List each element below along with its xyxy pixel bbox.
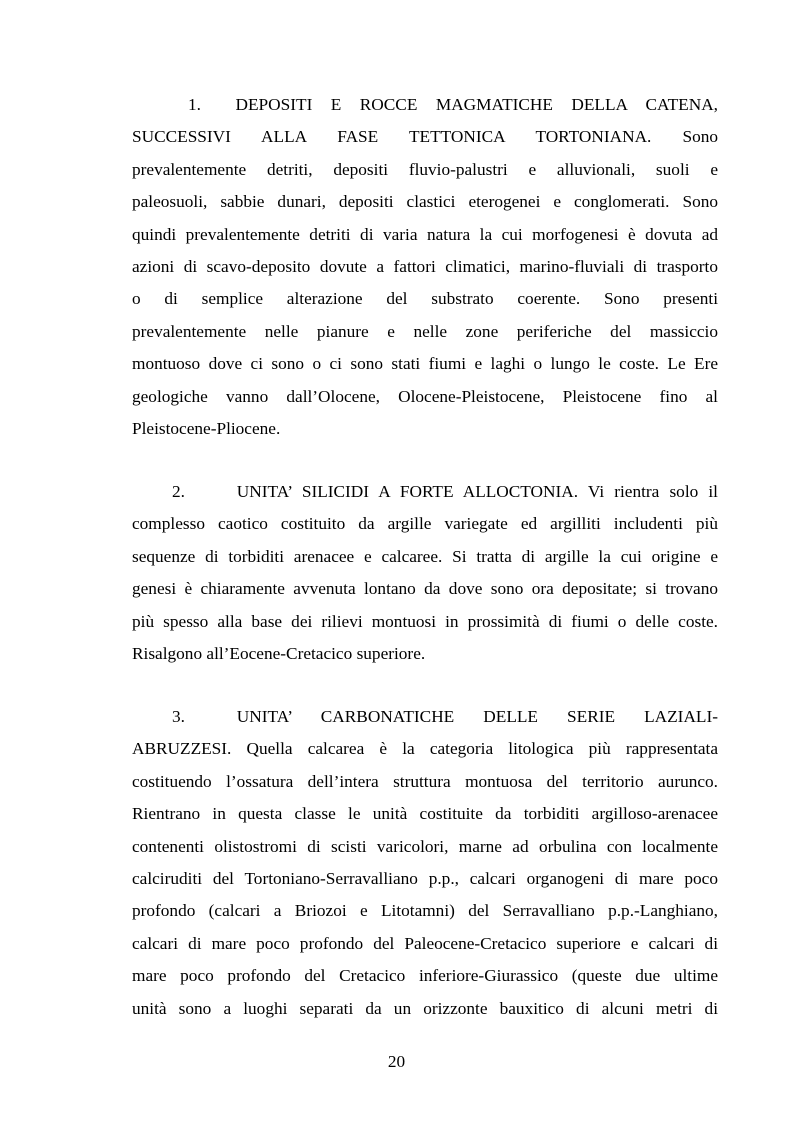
paragraph-line: prevalentemente nelle pianure e nelle zone periferiche del massiccio [132,321,718,341]
paragraph-depositi [132,89,718,445]
paragraph-line: prevalentemente detriti, depositi fluvio-palustri e alluvionali, suoli e [132,159,718,179]
paragraph-line: calciruditi del Tortoniano-Serravalliano p.p., calcari organogeni di mare poco [132,868,718,888]
paragraph-unita-silicidi [132,476,718,670]
paragraph-line: sequenze di torbiditi arenacee e calcaree. Si tratta di argille la cui origine e [132,546,718,566]
paragraph-line: paleosuoli, sabbie dunari, depositi clastici eterogenei e conglomerati. Sono [132,192,718,212]
paragraph-line: 3. UNITA’ CARBONATICHE DELLE SERIE LAZIALI- [172,707,718,726]
paragraph-line: 2. UNITA’ SILICIDI A FORTE ALLOCTONIA. Vi rientra solo il [172,482,718,501]
paragraph-unita-carbonatiche [132,701,718,1025]
paragraph-line: mare poco profondo del Cretacico inferiore-Giurassico (queste due ultime [132,966,718,986]
paragraph-line: genesi è chiaramente avvenuta lontano da dove sono ora depositate; si trovano [132,579,718,599]
paragraph-line: geologiche vanno dall’Olocene, Olocene-Pleistocene, Pleistocene fino al [132,386,718,406]
paragraph-line: calcari di mare poco profondo del Paleocene-Cretacico superiore e calcari di [132,933,718,953]
paragraph-line: complesso caotico costituito da argille variegate ed argilliti includenti più [132,514,718,534]
paragraph-line: costituendo l’ossatura dell’intera struttura montuosa del territorio aurunco. [132,771,718,791]
page-number: 20 [387,1052,406,1071]
paragraph-line: Risalgono all’Eocene-Cretacico superiore. [132,643,426,663]
paragraph-line: SUCCESSIVI ALLA FASE TETTONICA TORTONIANA. Sono [132,127,718,147]
paragraph-line: profondo (calcari a Briozoi e Litotamni) del Serravalliano p.p.-Langhiano, [132,901,718,921]
paragraph-line: unità sono a luoghi separati da un orizzonte bauxitico di alcuni metri di [132,998,718,1018]
paragraph-line: più spesso alla base dei rilievi montuosi in prossimità di fiumi o delle coste. [132,611,718,631]
paragraph-line: quindi prevalentemente detriti di varia natura la cui morfogenesi è dovuta ad [132,224,718,244]
paragraph-line: Rientrano in questa classe le unità costituite da torbiditi argilloso-arenacee [132,804,718,824]
paragraph-line: ABRUZZESI. Quella calcarea è la categoria litologica più rappresentata [132,739,718,759]
paragraph-line: montuoso dove ci sono o ci sono stati fiumi e laghi o lungo le coste. Le Ere [132,354,718,374]
paragraph-line: Pleistocene-Pliocene. [132,418,281,438]
paragraph-line: o di semplice alterazione del substrato coerente. Sono presenti [132,289,718,309]
paragraph-line: azioni di scavo-deposito dovute a fattori climatici, marino-fluviali di trasporto [132,256,718,276]
paragraph-line: contenenti olistostromi di scisti varicolori, marne ad orbulina con localmente [132,836,718,856]
paragraph-line: 1. DEPOSITI E ROCCE MAGMATICHE DELLA CATENA, [188,95,718,114]
